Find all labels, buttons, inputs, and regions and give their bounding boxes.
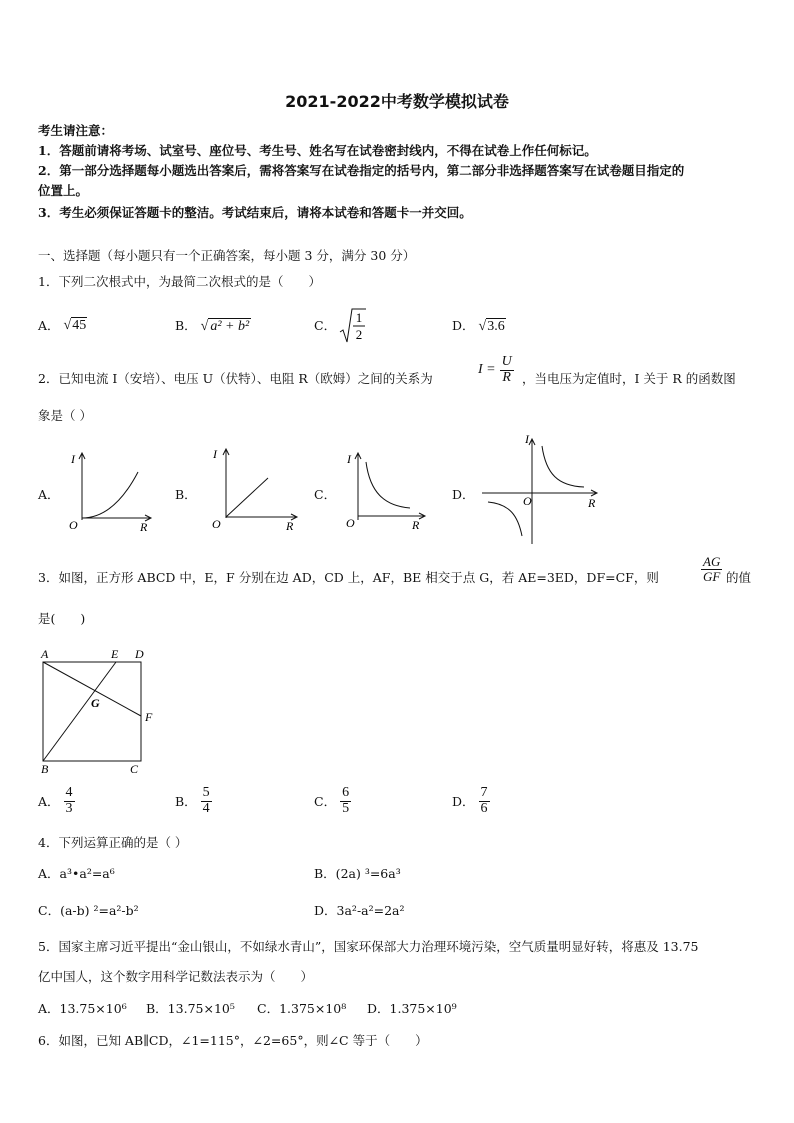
q4-option-d: D．3a²-a²=2a²	[314, 903, 405, 918]
q5-option-a: A．13.75×10⁶	[38, 1001, 127, 1016]
q3-stem-b: 的值	[726, 570, 752, 585]
q1-option-b-label: B．	[175, 318, 197, 333]
q3-ratio	[701, 555, 722, 583]
origin-label: O	[346, 516, 355, 530]
sqrt-icon: √	[200, 319, 209, 334]
axis-label-r: R	[286, 519, 294, 533]
q1-c-denominator: 2	[355, 327, 363, 342]
q1-option-b	[175, 316, 251, 335]
q2-formula-den: R	[502, 369, 511, 385]
numerator: 6	[342, 785, 350, 800]
denominator: 3	[65, 800, 73, 816]
q3-option-b-label: B．	[175, 794, 197, 810]
q2-option-b-label: B．	[175, 487, 197, 502]
q2-formula-num: U	[501, 354, 512, 369]
q3-stem-a: 3．如图，正方形 ABCD 中，E，F 分别在边 AD，CD 上，AF，BE 相交于点 G，若 AE=3ED，DF=CF，则	[38, 570, 659, 585]
origin-label: O	[69, 518, 78, 532]
axis-label-r: R	[140, 520, 148, 532]
point-label-g: G	[91, 696, 100, 710]
axis-label-i: I	[525, 432, 529, 446]
q5-stem-a: 5．国家主席习近平提出“金山银山，不如绿水青山”，国家环保部大力治理环境污染，空气质量明显好转，将惠及 13.75	[38, 939, 699, 954]
q2-stem-c: 象是（ ）	[38, 408, 92, 423]
q1-option-a-label: A．	[38, 318, 60, 333]
q2-option-d-label: D．	[452, 487, 475, 502]
segment-be	[43, 662, 116, 761]
q2-formula	[478, 355, 514, 385]
vertex-label-b: B	[41, 762, 49, 776]
q3-ratio-fraction	[701, 555, 722, 583]
q3-option-d	[452, 786, 490, 816]
q2-graph-d	[480, 432, 605, 548]
q1-c-numerator: 1	[355, 310, 363, 325]
origin-label: O	[523, 494, 532, 508]
q3-option-d-fraction	[479, 786, 490, 816]
curve	[366, 462, 410, 508]
sqrt-icon: √	[478, 319, 487, 334]
q1-option-b-radical: √ a² + b²	[200, 319, 250, 334]
q4-option-b: B．(2a) ³=6a³	[314, 866, 401, 881]
q2-graph-a	[62, 448, 154, 532]
sqrt-icon: √	[63, 318, 72, 333]
axis-label-r: R	[412, 518, 420, 532]
axis-label-r: R	[588, 496, 596, 510]
q3-option-c-label: C．	[314, 794, 337, 810]
vertex-label-c: C	[130, 762, 139, 776]
q2-option-a-label: A．	[38, 487, 60, 502]
q4-option-c: C．(a-b) ²=a²-b²	[38, 903, 139, 918]
q2-stem-b: ，当电压为定值时，I 关于 R 的函数图	[522, 371, 736, 386]
q3-stem-c: 是( )	[38, 611, 86, 626]
vertex-label-a: A	[41, 647, 49, 661]
q1-option-c-label: C．	[314, 318, 337, 333]
q1-option-d-radical: √3.6	[478, 319, 505, 334]
curve-positive	[542, 446, 584, 487]
section-heading: 一、选择题（每小题只有一个正确答案，每小题 3 分，满分 30 分）	[38, 248, 416, 263]
denominator: 5	[342, 800, 350, 816]
q3-option-c-fraction	[340, 786, 351, 816]
curve-negative	[488, 502, 522, 536]
axis-label-i: I	[213, 447, 217, 461]
numerator: 7	[480, 785, 488, 800]
notice-item-1: 1．答题前请将考场、试室号、座位号、考生号、姓名写在试卷密封线内，不得在试卷上作任何标记。	[38, 143, 597, 158]
q2-graph-c	[338, 448, 428, 534]
notice-item-3: 3．考生必须保证答题卡的整洁。考试结束后，请将本试卷和答题卡一并交回。	[38, 205, 472, 220]
q3-option-b-fraction	[201, 786, 212, 816]
axis-label-i: I	[71, 452, 75, 466]
q1-stem: 1．下列二次根式中，为最简二次根式的是（ ）	[38, 274, 321, 289]
q3-option-a-label: A．	[38, 794, 60, 810]
point-label-e: E	[111, 647, 119, 661]
q2-option-c-label: C．	[314, 487, 337, 502]
q3-option-d-label: D．	[452, 794, 475, 810]
q5-option-b: B．13.75×10⁵	[146, 1001, 235, 1016]
q4-option-a: A．a³•a²=a⁶	[38, 866, 115, 881]
notice-item-2a: 2．第一部分选择题每小题选出答案后，需将答案写在试卷指定的括号内，第二部分非选择题答案写在试卷题目指定的	[38, 163, 685, 178]
q5-option-d: D．1.375×10⁹	[367, 1001, 457, 1016]
q3-ratio-den: GF	[703, 568, 721, 584]
q2-stem-a: 2．已知电流 I（安培）、电压 U（伏特）、电阻 R（欧姆）之间的关系为	[38, 371, 433, 386]
q1-option-a	[38, 316, 87, 335]
q3-ratio-num: AG	[703, 554, 721, 569]
point-label-f: F	[145, 710, 153, 724]
q5-stem-b: 亿中国人，这个数字用科学记数法表示为（ ）	[38, 969, 314, 984]
q1-option-c	[314, 316, 336, 334]
q2-formula-fraction	[500, 355, 514, 385]
square-abcd	[43, 662, 141, 761]
page-title: 2021-2022中考数学模拟试卷	[285, 92, 509, 111]
q1-option-c-radical	[338, 306, 368, 346]
notice-heading: 考生请注意：	[38, 123, 114, 138]
numerator: 5	[202, 785, 210, 800]
origin-label: O	[212, 517, 221, 531]
notice-item-2b: 位置上。	[38, 183, 89, 198]
q3-option-a-fraction	[64, 786, 75, 816]
vertex-label-d: D	[135, 647, 144, 661]
curve	[82, 472, 138, 518]
q3-option-c	[314, 786, 351, 816]
q1-option-d	[452, 316, 506, 335]
q3-square-figure	[34, 644, 164, 778]
q2-graph-b	[200, 442, 300, 534]
denominator: 4	[202, 800, 210, 816]
q1-option-a-radical: √45	[63, 318, 87, 333]
numerator: 4	[65, 785, 73, 800]
q5-option-c: C．1.375×10⁸	[257, 1001, 347, 1016]
q2-formula-lhs: I =	[478, 362, 496, 378]
q3-option-b	[175, 786, 212, 816]
q3-option-a	[38, 786, 75, 816]
line	[226, 478, 268, 517]
denominator: 6	[480, 800, 488, 816]
q6-stem: 6．如图，已知 AB∥CD，∠1=115°，∠2=65°，则∠C 等于（ ）	[38, 1033, 428, 1048]
q4-stem: 4．下列运算正确的是（ ）	[38, 835, 188, 850]
q1-option-d-label: D．	[452, 318, 475, 333]
axis-label-i: I	[347, 452, 351, 466]
